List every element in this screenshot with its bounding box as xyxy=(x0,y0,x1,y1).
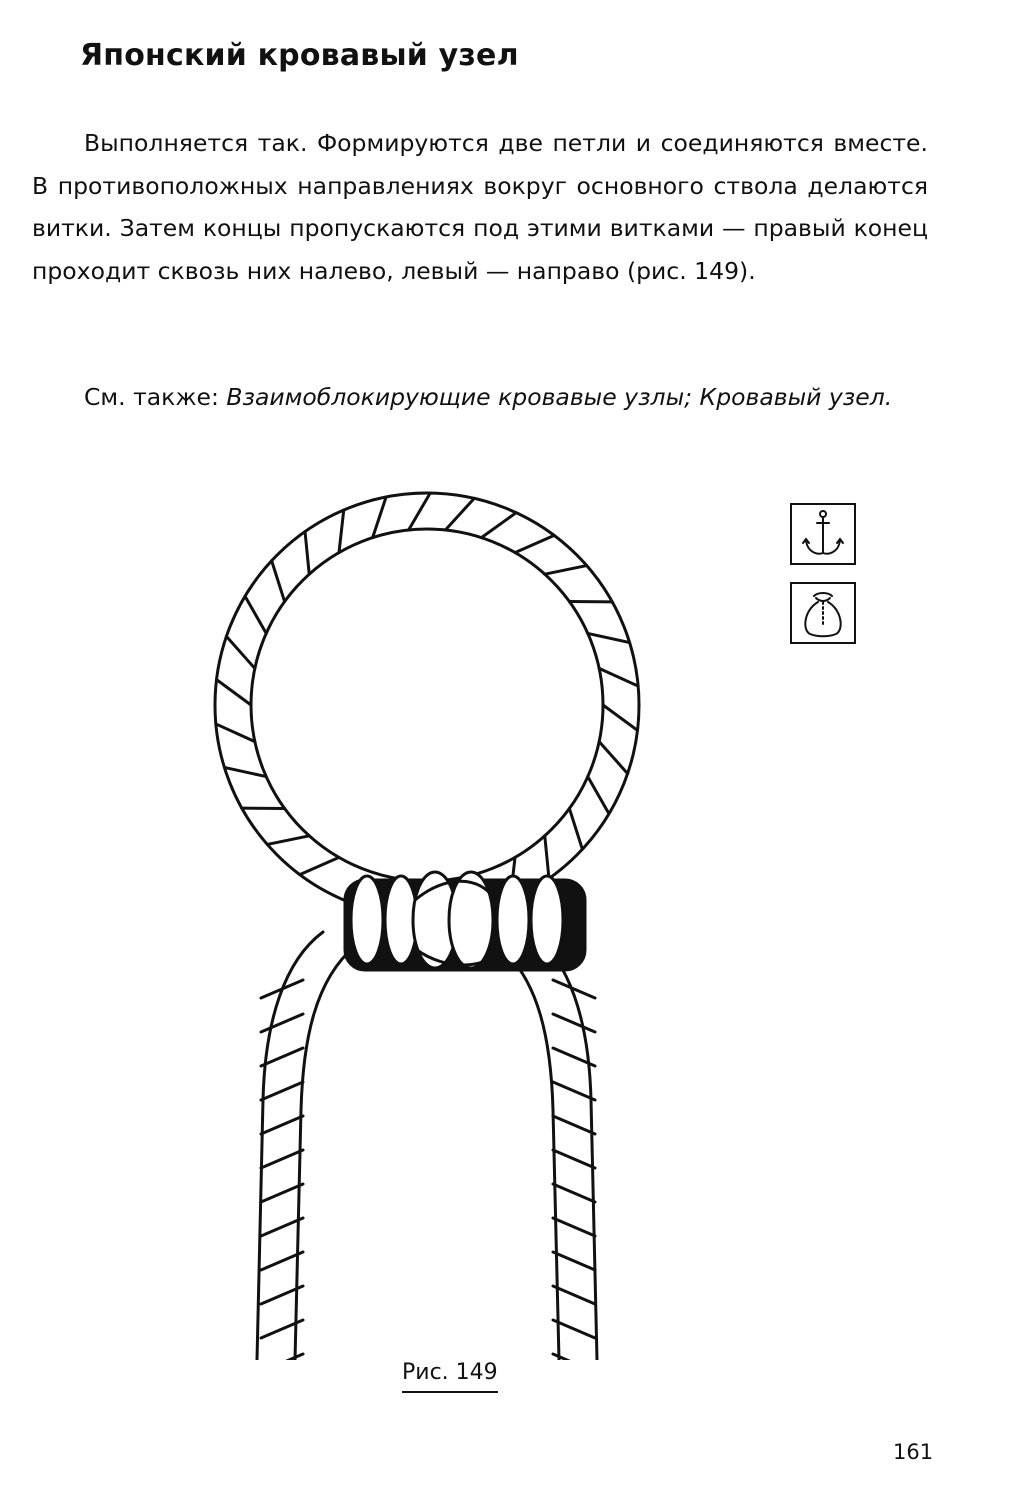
rope-strand xyxy=(599,668,638,686)
rope-strand xyxy=(217,680,251,705)
knot-illustration xyxy=(195,480,695,1360)
page-number: 161 xyxy=(893,1440,934,1464)
section-title: Японский кровавый узел xyxy=(80,38,519,73)
rope-strand xyxy=(261,1354,303,1360)
rope-strand xyxy=(553,1286,595,1304)
rope-strand xyxy=(481,513,516,538)
rope-strand xyxy=(553,1082,595,1100)
rope-strand xyxy=(267,836,309,845)
sack-icon xyxy=(790,582,856,644)
rope-strand xyxy=(553,1150,595,1168)
figure-caption: Рис. 149 xyxy=(402,1360,498,1393)
rope-strand xyxy=(261,1014,303,1032)
rope-right-strands xyxy=(553,980,595,1360)
rope-strand xyxy=(599,742,627,774)
rope-loop-outer xyxy=(215,493,639,917)
rope-strand xyxy=(553,1184,595,1202)
rope-strand xyxy=(226,636,254,668)
rope-strand xyxy=(545,836,549,879)
rope-strand xyxy=(245,596,266,633)
rope-strand xyxy=(339,510,344,553)
rope-strand xyxy=(588,777,609,814)
rope-strand xyxy=(305,532,309,575)
rope-left-inner xyxy=(295,946,355,1360)
rope-strand xyxy=(588,633,630,642)
rope-strand xyxy=(553,1014,595,1032)
body-paragraph: Выполняется так. Формируются две петли и соединяются вместе. В противоположных направлениях вокруг основного ствола делаются витки. Затем концы пропускаются под этими витками — правый конец проходит сквозь них налево, левый — направо (рис. 149). xyxy=(32,129,928,285)
rope-strand xyxy=(300,857,339,874)
rope-strand xyxy=(515,535,554,552)
rope-strand xyxy=(553,1218,595,1236)
anchor-icon xyxy=(790,503,856,565)
rope-strand xyxy=(409,493,431,530)
see-also-links: Взаимоблокирующие кровавые узлы; Кровавый узел. xyxy=(226,383,893,411)
rope-strand xyxy=(261,1082,303,1100)
rope-strand xyxy=(603,705,637,730)
rope-loop-inner xyxy=(251,529,603,881)
rope-strand xyxy=(545,566,587,575)
rope-right-inner xyxy=(499,946,559,1360)
rope-strand xyxy=(216,724,255,742)
knot-wraps xyxy=(345,872,585,970)
rope-strand xyxy=(261,1184,303,1202)
rope-strand xyxy=(373,497,386,538)
see-also-paragraph xyxy=(32,376,928,419)
rope-strand xyxy=(272,561,285,602)
rope-strand xyxy=(261,1116,303,1134)
rope-strand xyxy=(569,808,582,849)
rope-strand xyxy=(224,767,266,776)
rope-strand xyxy=(445,498,474,530)
rope-strand xyxy=(553,1252,595,1270)
rope-strand xyxy=(553,1116,595,1134)
rope-strand xyxy=(261,980,303,998)
rope-strand xyxy=(261,1150,303,1168)
see-also-prefix: См. также: xyxy=(84,383,227,411)
